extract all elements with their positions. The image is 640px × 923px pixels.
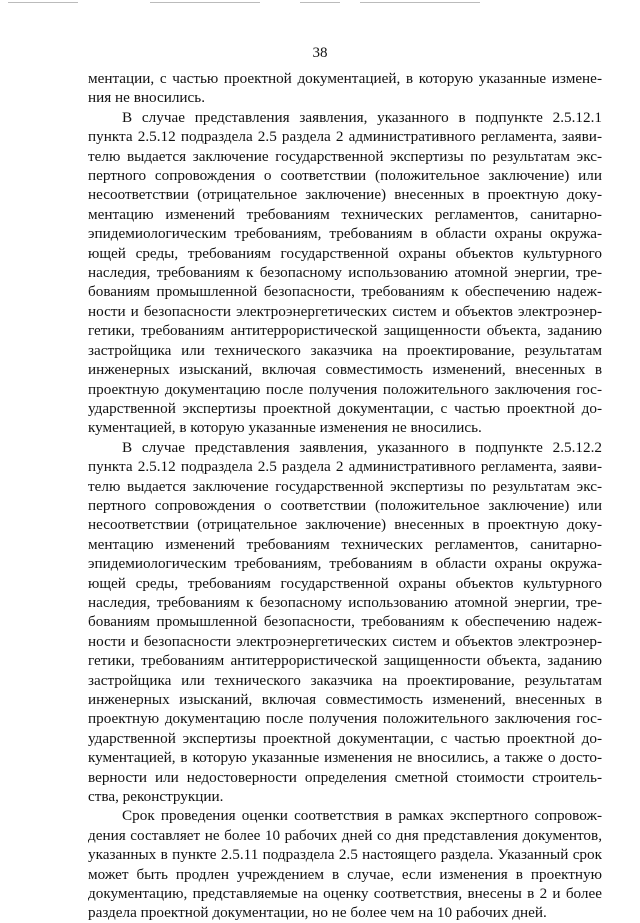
document-body (88, 69, 602, 923)
paragraph-continuation: ментации, с частью проектной документацией, в которую указанные изменения не вносились. (88, 70, 602, 107)
paragraph-deadline: Срок проведения оценки соответствия в рамках экспертного сопровождения составляет не более 10 рабочих дней со дня представления документов, указанных в пункте 2.5.11 подраздела 2.5 настоящего раздела. Указанный срок может быть продлен учреждением в случае, если изменения в проектную документацию, представляемые на оценку соответствия, внесены в 2 и более раздела проектной документации, но не более чем на 10 рабочих дней. (88, 807, 602, 922)
paragraph-2-5-12-1: В случае представления заявления, указанного в подпункте 2.5.12.1 пункта 2.5.12 подраздела 2.5 раздела 2 административного регламента, заявителю выдается заключение государственной экспертизы по результатам экспертного сопровождения о соответствии (положительное заключение) или несоответствии (отрицательное заключение) внесенных в проектную документацию изменений требованиям технических регламентов, санитарно-эпидемиологическим требованиям, требованиям в области охраны окружающей среды, требованиям государственной охраны объектов культурного наследия, требованиям к безопасному использованию атомной энергии, требованиям промышленной безопасности, требованиям к обеспечению надежности и безопасности электроэнергетических систем и объектов электроэнергетики, требованиям антитеррористической защищенности объекта, заданию застройщика или технического заказчика на проектирование, результатам инженерных изысканий, включая совместимость изменений, внесенных в проектную документацию после получения положительного заключения государственной экспертизы проектной документации, с частью проектной документацией, в которую указанные изменения не вносились. (88, 108, 602, 437)
page-number: 38 (312, 45, 328, 61)
scan-top-edge (0, 0, 640, 6)
paragraph-2-5-12-2: В случае представления заявления, указанного в подпункте 2.5.12.2 пункта 2.5.12 подраздела 2.5 раздела 2 административного регламента, заявителю выдается заключение государственной экспертизы по результатам экспертного сопровождения о соответствии (положительное заключение) или несоответствии (отрицательное заключение) внесенных в проектную документацию изменений требованиям технических регламентов, санитарно-эпидемиологическим требованиям, требованиям в области охраны окружающей среды, требованиям государственной охраны объектов культурного наследия, требованиям к безопасному использованию атомной энергии, требованиям промышленной безопасности, требованиям к обеспечению надежности и безопасности электроэнергетических систем и объектов электроэнергетики, требованиям антитеррористической защищенности объекта, заданию застройщика или технического заказчика на проектирование, результатам инженерных изысканий, включая совместимость изменений, внесенных в проектную документацию после получения положительного заключения государственной экспертизы проектной документации, с частью проектной документацией, в которую указанные изменения не вносились, а также о достоверности или недостоверности определения сметной стоимости строительства, реконструкции. (88, 438, 602, 806)
